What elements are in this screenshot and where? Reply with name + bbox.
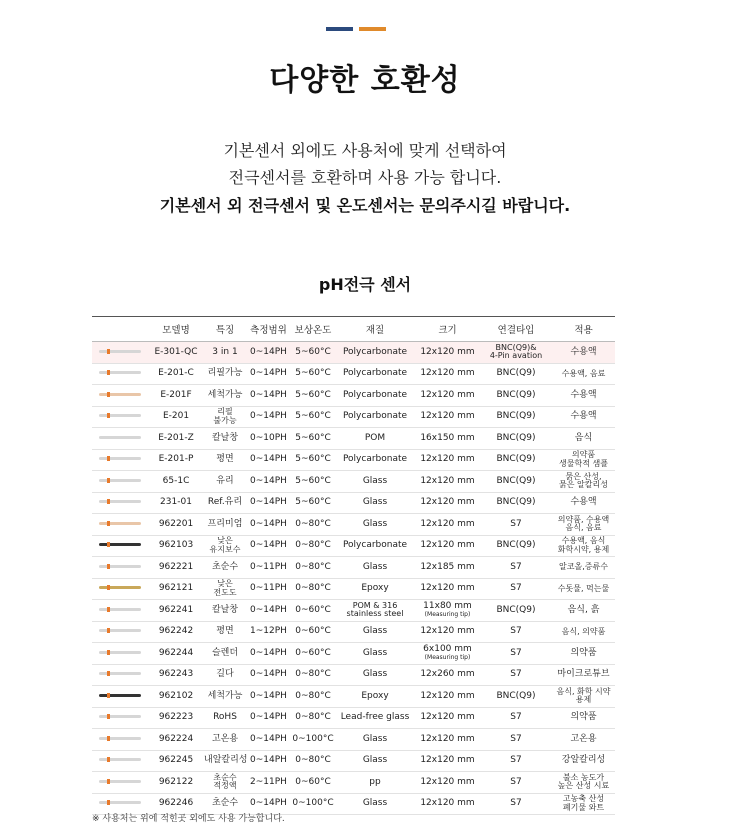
cell-conn: BNC(Q9) [480, 535, 552, 557]
cell-conn: S7 [480, 750, 552, 772]
cell-model: 962122 [148, 772, 204, 794]
table-row [92, 729, 615, 751]
cell-temp: 0~80°C [291, 707, 335, 729]
electrode-sensor-image [99, 715, 141, 718]
cell-temp: 0~80°C [291, 535, 335, 557]
cell-material: Glass [335, 729, 415, 751]
cell-use: 마이크로튜브 [552, 664, 615, 686]
table-row [92, 600, 615, 622]
cell-range: 0~14PH [246, 363, 291, 385]
cell-feature: 칼날창 [204, 428, 246, 450]
cell-size: 12x260 mm [415, 664, 480, 686]
table-row [92, 707, 615, 729]
sensor-image-cell [92, 557, 148, 579]
cell-use: 음식, 의약품 [552, 621, 615, 643]
cell-model: 962121 [148, 578, 204, 600]
cell-material: Epoxy [335, 578, 415, 600]
cell-feature: 세척가능 [204, 686, 246, 708]
cell-size: 12x120 mm [415, 449, 480, 471]
cell-temp: 0~80°C [291, 664, 335, 686]
cell-temp: 5~60°C [291, 492, 335, 514]
table-row [92, 514, 615, 536]
cell-conn: S7 [480, 707, 552, 729]
cell-range: 0~14PH [246, 514, 291, 536]
cell-model: 962244 [148, 643, 204, 665]
cell-feature: 리필가능 [204, 363, 246, 385]
cell-use: 수용액 [552, 385, 615, 407]
cell-feature: 리필 불가능 [204, 406, 246, 428]
cell-model: E-301-QC [148, 342, 204, 364]
accent-bar-blue [326, 27, 353, 31]
electrode-sensor-image [99, 371, 141, 374]
table-header-row [92, 317, 615, 342]
electrode-sensor-image [99, 479, 141, 482]
cell-feature: 프리미엄 [204, 514, 246, 536]
sensor-image-cell [92, 342, 148, 364]
cell-size: 12x120 mm [415, 578, 480, 600]
table-row [92, 342, 615, 364]
description-line-1: 기본센서 외에도 사용처에 맞게 선택하여 [223, 141, 507, 160]
sensor-image-cell [92, 449, 148, 471]
cell-use: 불소 농도가 높은 산성 시료 [552, 772, 615, 794]
sensor-image-cell [92, 471, 148, 493]
cell-conn: BNC(Q9) [480, 600, 552, 622]
cell-model: 962241 [148, 600, 204, 622]
cell-conn: BNC(Q9)& 4-Pin avation [480, 342, 552, 364]
cell-material: Glass [335, 643, 415, 665]
cell-model: 962221 [148, 557, 204, 579]
cell-model: 962201 [148, 514, 204, 536]
cell-conn: BNC(Q9) [480, 385, 552, 407]
table-row [92, 643, 615, 665]
cell-size: 16x150 mm [415, 428, 480, 450]
electrode-sensor-image [99, 608, 141, 611]
cell-conn: S7 [480, 557, 552, 579]
cell-temp: 5~60°C [291, 449, 335, 471]
column-header: 측정범위 [246, 317, 291, 342]
cell-temp: 0~80°C [291, 750, 335, 772]
column-header: 보상온도 [291, 317, 335, 342]
cell-conn: S7 [480, 793, 552, 815]
cell-temp: 0~60°C [291, 621, 335, 643]
sensor-image-cell [92, 686, 148, 708]
cell-size: 12x120 mm [415, 363, 480, 385]
cell-model: 231-01 [148, 492, 204, 514]
cell-use: 수용액, 음료 [552, 363, 615, 385]
size-note: (Measuring tip) [424, 610, 471, 618]
cell-use: 수용액, 음식 화학시약, 용제 [552, 535, 615, 557]
sensor-image-cell [92, 750, 148, 772]
cell-conn: BNC(Q9) [480, 686, 552, 708]
cell-material: Glass [335, 514, 415, 536]
cell-model: 962102 [148, 686, 204, 708]
electrode-sensor-image [99, 393, 141, 396]
cell-size: 12x185 mm [415, 557, 480, 579]
cell-conn: BNC(Q9) [480, 428, 552, 450]
cell-conn: S7 [480, 621, 552, 643]
table-row [92, 621, 615, 643]
column-header: 특징 [204, 317, 246, 342]
page-title: 다양한 호환성 [269, 63, 461, 98]
column-header: 크기 [415, 317, 480, 342]
cell-range: 0~14PH [246, 406, 291, 428]
cell-feature: RoHS [204, 707, 246, 729]
sensor-image-cell [92, 664, 148, 686]
cell-material: POM & 316 stainless steel [335, 600, 415, 622]
cell-size: 12x120 mm [415, 793, 480, 815]
sensor-image-cell [92, 707, 148, 729]
table-row [92, 750, 615, 772]
cell-conn: S7 [480, 664, 552, 686]
description-line-2: 전극센서를 호환하며 사용 가능 합니다. [228, 168, 502, 187]
sensor-image-cell [92, 514, 148, 536]
electrode-sensor-image [99, 801, 141, 804]
cell-size: 12x120 mm [415, 342, 480, 364]
column-header: 적용 [552, 317, 615, 342]
electrode-sensor-image [99, 350, 141, 353]
cell-temp: 5~60°C [291, 428, 335, 450]
cell-size: 12x120 mm [415, 686, 480, 708]
cell-range: 0~14PH [246, 686, 291, 708]
sensor-image-cell [92, 621, 148, 643]
cell-size: 12x120 mm [415, 385, 480, 407]
cell-range: 0~14PH [246, 471, 291, 493]
cell-use: 음식, 흙 [552, 600, 615, 622]
table-row [92, 449, 615, 471]
footnote: ※ 사용처는 위에 적힌곳 외에도 사용 가능합니다. [92, 814, 285, 824]
electrode-sensor-image [99, 737, 141, 740]
accent-bar-orange [359, 27, 386, 31]
sensor-image-cell [92, 535, 148, 557]
cell-size: 12x120 mm [415, 729, 480, 751]
electrode-sensor-image [99, 694, 141, 697]
cell-model: E-201-C [148, 363, 204, 385]
cell-size: 12x120 mm [415, 535, 480, 557]
cell-temp: 0~80°C [291, 686, 335, 708]
cell-temp: 0~80°C [291, 557, 335, 579]
cell-size: 12x120 mm [415, 621, 480, 643]
electrode-sensor-image [99, 543, 141, 546]
table-row [92, 428, 615, 450]
cell-use: 수돗물, 먹는물 [552, 578, 615, 600]
sensor-image-cell [92, 428, 148, 450]
cell-conn: BNC(Q9) [480, 471, 552, 493]
electrode-sensor-image [99, 780, 141, 783]
cell-model: 962245 [148, 750, 204, 772]
cell-temp: 5~60°C [291, 342, 335, 364]
cell-conn: S7 [480, 643, 552, 665]
sensor-image-cell [92, 772, 148, 794]
table-row [92, 363, 615, 385]
cell-conn: BNC(Q9) [480, 449, 552, 471]
cell-temp: 5~60°C [291, 406, 335, 428]
cell-conn: S7 [480, 772, 552, 794]
cell-size: 12x120 mm [415, 707, 480, 729]
cell-model: 962243 [148, 664, 204, 686]
cell-size: 12x120 mm [415, 406, 480, 428]
column-header: 재질 [335, 317, 415, 342]
table-row [92, 686, 615, 708]
cell-range: 0~14PH [246, 664, 291, 686]
cell-range: 0~14PH [246, 535, 291, 557]
cell-temp: 5~60°C [291, 471, 335, 493]
cell-use: 의약품 [552, 643, 615, 665]
table-row [92, 664, 615, 686]
electrode-sensor-image [99, 629, 141, 632]
cell-material: Glass [335, 471, 415, 493]
electrode-sensor-image [99, 457, 141, 460]
cell-material: Polycarbonate [335, 406, 415, 428]
cell-temp: 0~60°C [291, 600, 335, 622]
electrode-sensor-image [99, 758, 141, 761]
cell-use: 음식, 화학 시약 용제 [552, 686, 615, 708]
cell-material: Glass [335, 621, 415, 643]
size-note: (Measuring tip) [424, 653, 471, 661]
column-header [92, 317, 148, 342]
cell-temp: 0~80°C [291, 578, 335, 600]
electrode-sensor-image [99, 500, 141, 503]
cell-size: 12x120 mm [415, 471, 480, 493]
electrode-sensor-image [99, 436, 141, 439]
column-header: 연결타입 [480, 317, 552, 342]
cell-material: POM [335, 428, 415, 450]
cell-feature: 초순수 적정액 [204, 772, 246, 794]
cell-model: E-201-Z [148, 428, 204, 450]
cell-conn: S7 [480, 729, 552, 751]
cell-material: Polycarbonate [335, 363, 415, 385]
cell-conn: BNC(Q9) [480, 406, 552, 428]
cell-feature: 슬렌더 [204, 643, 246, 665]
electrode-sensor-image [99, 672, 141, 675]
cell-use: 음식 [552, 428, 615, 450]
cell-feature: 낮은 유지보수 [204, 535, 246, 557]
cell-material: Epoxy [335, 686, 415, 708]
cell-range: 0~14PH [246, 385, 291, 407]
cell-temp: 0~60°C [291, 643, 335, 665]
electrode-sensor-image [99, 414, 141, 417]
table-title: pH전극 센서 [318, 275, 412, 294]
cell-material: Polycarbonate [335, 342, 415, 364]
cell-use: 강알칼리성 [552, 750, 615, 772]
cell-range: 0~14PH [246, 750, 291, 772]
cell-range: 0~14PH [246, 729, 291, 751]
cell-range: 0~14PH [246, 707, 291, 729]
cell-temp: 0~100°C [291, 793, 335, 815]
cell-size: 12x120 mm [415, 772, 480, 794]
cell-material: Lead-free glass [335, 707, 415, 729]
cell-size: 11x80 mm (Measuring tip) [415, 600, 480, 622]
cell-use: 수용액 [552, 342, 615, 364]
cell-use: 의약품 [552, 707, 615, 729]
cell-material: Polycarbonate [335, 385, 415, 407]
cell-feature: Ref.유리 [204, 492, 246, 514]
table-row [92, 406, 615, 428]
table-row [92, 578, 615, 600]
cell-model: 962224 [148, 729, 204, 751]
cell-temp: 0~100°C [291, 729, 335, 751]
table-row [92, 385, 615, 407]
cell-use: 고온용 [552, 729, 615, 751]
table-row [92, 557, 615, 579]
cell-temp: 0~80°C [291, 514, 335, 536]
sensor-image-cell [92, 406, 148, 428]
cell-material: Glass [335, 750, 415, 772]
cell-model: 65-1C [148, 471, 204, 493]
cell-temp: 5~60°C [291, 385, 335, 407]
cell-material: Glass [335, 793, 415, 815]
table-row [92, 535, 615, 557]
cell-model: E-201 [148, 406, 204, 428]
sensor-image-cell [92, 600, 148, 622]
electrode-sensor-image [99, 522, 141, 525]
cell-range: 0~14PH [246, 492, 291, 514]
sensor-image-cell [92, 363, 148, 385]
cell-range: 0~14PH [246, 793, 291, 815]
table-row [92, 772, 615, 794]
cell-feature: 평면 [204, 621, 246, 643]
cell-conn: BNC(Q9) [480, 363, 552, 385]
cell-material: Glass [335, 492, 415, 514]
cell-conn: BNC(Q9) [480, 492, 552, 514]
sensor-image-cell [92, 578, 148, 600]
cell-feature: 3 in 1 [204, 342, 246, 364]
cell-feature: 초순수 [204, 793, 246, 815]
cell-material: Glass [335, 557, 415, 579]
cell-model: E-201F [148, 385, 204, 407]
electrode-sensor-image [99, 651, 141, 654]
table-row [92, 471, 615, 493]
cell-feature: 길다 [204, 664, 246, 686]
cell-range: 1~12PH [246, 621, 291, 643]
cell-material: Glass [335, 664, 415, 686]
cell-range: 0~14PH [246, 643, 291, 665]
cell-model: 962103 [148, 535, 204, 557]
column-header: 모델명 [148, 317, 204, 342]
cell-use: 묽은 산성, 묽은 알칼리성 [552, 471, 615, 493]
cell-model: E-201-P [148, 449, 204, 471]
cell-feature: 세척가능 [204, 385, 246, 407]
sensor-image-cell [92, 643, 148, 665]
table-row [92, 492, 615, 514]
sensor-image-cell [92, 492, 148, 514]
cell-temp: 0~60°C [291, 772, 335, 794]
cell-conn: S7 [480, 578, 552, 600]
cell-use: 수용액 [552, 406, 615, 428]
cell-size: 12x120 mm [415, 750, 480, 772]
cell-feature: 유리 [204, 471, 246, 493]
cell-temp: 5~60°C [291, 363, 335, 385]
cell-range: 0~10PH [246, 428, 291, 450]
cell-material: Polycarbonate [335, 449, 415, 471]
cell-size: 6x100 mm (Measuring tip) [415, 643, 480, 665]
ph-sensor-table [92, 316, 615, 815]
cell-model: 962223 [148, 707, 204, 729]
cell-feature: 평면 [204, 449, 246, 471]
cell-model: 962242 [148, 621, 204, 643]
electrode-sensor-image [99, 565, 141, 568]
cell-feature: 칼날창 [204, 600, 246, 622]
cell-range: 0~14PH [246, 342, 291, 364]
sensor-image-cell [92, 385, 148, 407]
cell-feature: 고온용 [204, 729, 246, 751]
cell-conn: S7 [480, 514, 552, 536]
cell-range: 0~11PH [246, 557, 291, 579]
table-body [92, 342, 615, 815]
cell-feature: 내알칼리성 [204, 750, 246, 772]
cell-feature: 낮은 전도도 [204, 578, 246, 600]
cell-range: 0~14PH [246, 449, 291, 471]
description-line-3: 기본센서 외 전극센서 및 온도센서는 문의주시길 바랍니다. [159, 196, 571, 215]
cell-range: 0~14PH [246, 600, 291, 622]
cell-model: 962246 [148, 793, 204, 815]
cell-material: pp [335, 772, 415, 794]
cell-size: 12x120 mm [415, 514, 480, 536]
cell-use: 수용액 [552, 492, 615, 514]
cell-range: 2~11PH [246, 772, 291, 794]
sensor-image-cell [92, 729, 148, 751]
cell-feature: 초순수 [204, 557, 246, 579]
cell-use: 의약품 생물학적 샘플 [552, 449, 615, 471]
cell-range: 0~11PH [246, 578, 291, 600]
cell-material: Polycarbonate [335, 535, 415, 557]
cell-use: 의약품, 수용액 음식, 음료 [552, 514, 615, 536]
electrode-sensor-image [99, 586, 141, 589]
cell-use: 고농축 산성 폐기물 와트 [552, 793, 615, 815]
cell-size: 12x120 mm [415, 492, 480, 514]
cell-use: 알코올,증류수 [552, 557, 615, 579]
